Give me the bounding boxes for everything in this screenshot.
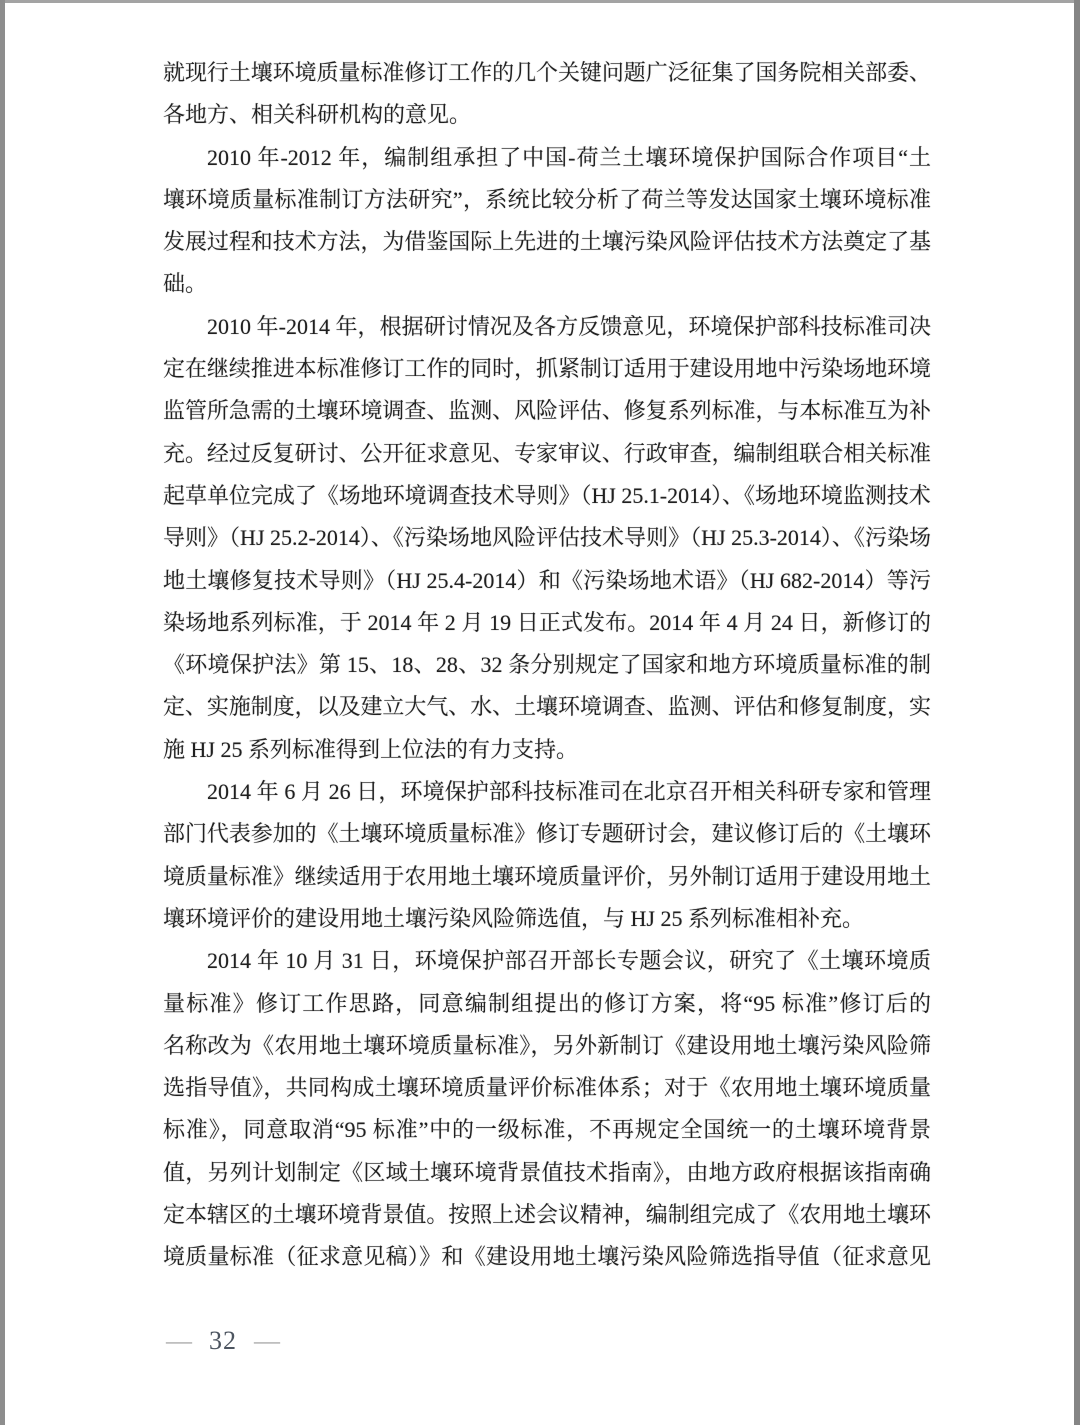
paragraph [163,137,931,306]
scan-edge-right [1074,0,1080,1425]
text-line: 充。经过反复研讨、公开征求意见、专家审议、行政审查，编制组联合相关标准 [163,440,932,466]
text-line: 染场地系列标准，于 2014 年 2 月 19 日正式发布。2014 年 4 月 24 日，新修订的 [163,609,931,635]
text-line: 境质量标准》继续适用于农用地土壤环境质量评价，另外制订适用于建设用地土 [163,863,932,889]
paragraph [163,771,931,940]
page-body-text [163,52,931,1279]
text-line: 壤环境评价的建设用地土壤污染风险筛选值，与 HJ 25 系列标准相补充。 [163,905,864,931]
text-line: 境质量标准（征求意见稿）》和《建设用地土壤污染风险筛选指导值（征求意见 [163,1244,931,1270]
text-line: 壤环境质量标准制订方法研究”，系统比较分析了荷兰等发达国家土壤环境标准 [163,186,931,212]
text-line: 就现行土壤环境质量标准修订工作的几个关键问题广泛征集了国务院相关部委、 [163,60,932,85]
footer-dash-left: — [166,1328,192,1353]
scan-edge-left [0,0,5,1425]
text-line: 监管所急需的土壤环境调查、监测、风险评估、修复系列标准，与本标准互为补 [163,398,932,424]
text-line: 定、实施制度，以及建立大气、水、土壤环境调查、监测、评估和修复制度，实 [163,694,932,720]
text-line: 名称改为《农用地土壤环境质量标准》，另外新制订《建设用地土壤污染风险筛 [163,1032,931,1058]
paragraph [163,306,931,771]
text-line: 《环境保护法》第 15、18、28、32 条分别规定了国家和地方环境质量标准的制 [163,652,931,678]
text-line: 2010 年-2012 年，编制组承担了中国-荷兰土壤环境保护国际合作项目“土 [207,144,931,170]
text-line: 2010 年-2014 年，根据研讨情况及各方反馈意见，环境保护部科技标准司决 [207,313,931,339]
footer-dash-right: — [254,1328,280,1353]
text-line: 量标准》修订工作思路，同意编制组提出的修订方案，将“95 标准”修订后的 [163,990,931,1016]
text-line: 选指导值》，共同构成土壤环境质量评价标准体系；对于《农用地土壤环境质量 [163,1075,931,1101]
scan-edge-top [0,0,1080,3]
page-number-footer [166,1326,280,1356]
text-line: 发展过程和技术方法，为借鉴国际上先进的土壤污染风险评估技术方法奠定了基 [163,229,932,255]
text-line: 地土壤修复技术导则》（HJ 25.4-2014）和《污染场地术语》（HJ 682-2014）等污 [163,567,931,593]
text-line: 标准》，同意取消“95 标准”中的一级标准，不再规定全国统一的土壤环境背景 [163,1117,931,1143]
text-line: 部门代表参加的《土壤环境质量标准》修订专题研讨会，建议修订后的《土壤环 [163,821,932,847]
text-line: 定在继续推进本标准修订工作的同时，抓紧制订适用于建设用地中污染场地环境 [163,356,932,382]
paragraph [163,940,931,1278]
text-line: 2014 年 10 月 31 日，环境保护部召开部长专题会议，研究了《土壤环境质 [207,948,931,974]
text-line: 起草单位完成了《场地环境调查技术导则》（HJ 25.1-2014）、《场地环境监测技术 [163,482,931,508]
paragraph [163,52,931,137]
text-line: 值，另列计划制定《区域土壤环境背景值技术指南》，由地方政府根据该指南确 [163,1159,931,1185]
text-line: 定本辖区的土壤环境背景值。按照上述会议精神，编制组完成了《农用地土壤环 [163,1202,932,1228]
text-line: 础。 [163,271,208,297]
text-line: 导则》（HJ 25.2-2014）、《污染场地风险评估技术导则》（HJ 25.3-2014）、《污染场 [163,525,931,551]
text-line: 施 HJ 25 系列标准得到上位法的有力支持。 [163,736,578,762]
text-line: 各地方、相关科研机构的意见。 [163,102,472,128]
page-number: 32 [209,1326,237,1355]
text-line: 2014 年 6 月 26 日，环境保护部科技标准司在北京召开相关科研专家和管理 [207,779,931,805]
